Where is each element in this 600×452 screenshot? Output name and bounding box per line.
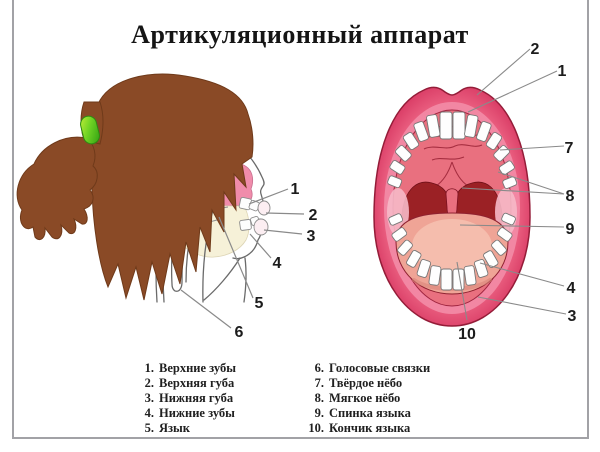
profile-label-3: 3	[306, 228, 316, 245]
page-title: Артикуляционный аппарат	[131, 20, 469, 49]
legend-item	[133, 361, 236, 376]
legend-item-number: 8.	[314, 391, 324, 405]
legend-item	[133, 391, 236, 406]
legend-item	[133, 421, 236, 436]
legend-item-number: 5.	[144, 421, 154, 435]
legend-item-label: Нижние зубы	[159, 406, 235, 420]
profile-label-2: 2	[308, 207, 318, 224]
profile-label-5: 5	[254, 295, 264, 312]
legend-item	[303, 421, 430, 436]
profile-label-1: 1	[290, 181, 300, 198]
legend-item-number: 7.	[314, 376, 324, 390]
legend-item-number: 4.	[144, 406, 154, 420]
ponytail	[17, 102, 103, 240]
legend-item-number: 6.	[314, 361, 324, 375]
mouth-label-4: 4	[566, 280, 576, 297]
legend-item-number: 10.	[308, 421, 324, 435]
legend-item	[303, 361, 430, 376]
legend-item-label: Спинка языка	[329, 406, 411, 420]
legend-item-label: Кончик языка	[329, 421, 411, 435]
mouth-label-1: 1	[557, 63, 567, 80]
mouth-label-10: 10	[458, 326, 476, 343]
head-profile-diagram	[0, 62, 340, 352]
legend-column-left	[133, 361, 236, 436]
mouth-label-3: 3	[567, 308, 577, 325]
legend-item	[303, 376, 430, 391]
open-mouth-diagram	[352, 32, 600, 344]
legend-column-right	[303, 361, 430, 436]
mouth-label-7: 7	[564, 140, 574, 157]
legend-item-label: Мягкое нёбо	[329, 391, 401, 405]
legend-item-label: Нижняя губа	[159, 391, 234, 405]
legend-item-label: Голосовые связки	[329, 361, 431, 375]
profile-label-6: 6	[234, 324, 244, 341]
legend-item-number: 9.	[314, 406, 324, 420]
legend-item-number: 1.	[144, 361, 154, 375]
mouth-label-8: 8	[565, 188, 575, 205]
legend-item-number: 3.	[144, 391, 154, 405]
legend-item	[303, 406, 430, 421]
mouth-label-9: 9	[565, 221, 575, 238]
legend-item	[133, 376, 236, 391]
legend-item	[303, 391, 430, 406]
legend-item	[133, 406, 236, 421]
legend-item-label: Язык	[159, 421, 191, 435]
mouth-label-2: 2	[530, 41, 540, 58]
profile-label-4: 4	[272, 255, 282, 272]
legend-item-label: Верхняя губа	[159, 376, 235, 390]
legend-item-label: Твёрдое нёбо	[329, 376, 403, 390]
legend-item-number: 2.	[144, 376, 154, 390]
legend-item-label: Верхние зубы	[159, 361, 237, 375]
